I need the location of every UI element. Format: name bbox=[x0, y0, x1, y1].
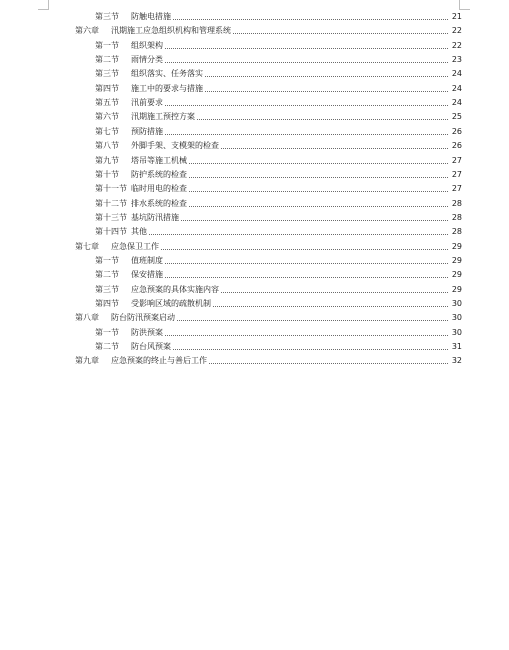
section-number: 第八节 bbox=[95, 141, 119, 151]
dot-leader bbox=[189, 197, 448, 207]
dot-leader bbox=[233, 24, 448, 34]
dot-leader bbox=[165, 125, 448, 135]
section-number: 第四节 bbox=[95, 299, 119, 308]
section-number: 第一节 bbox=[95, 327, 119, 337]
toc-chapter-entry[interactable] bbox=[75, 354, 462, 368]
chapter-number: 第八章 bbox=[75, 313, 99, 323]
page-number: 29 bbox=[451, 270, 462, 280]
toc-chapter-entry[interactable] bbox=[75, 240, 462, 254]
toc-section-entry[interactable] bbox=[95, 211, 462, 225]
page-number: 26 bbox=[451, 126, 462, 136]
entry-title: 基坑防汛措施 bbox=[131, 212, 179, 222]
toc-chapter-entry[interactable] bbox=[75, 311, 462, 325]
entry-title: 汛期施工应急组织机构和管理系统 bbox=[111, 26, 231, 36]
page-number: 27 bbox=[451, 169, 462, 179]
entry-title: 雨情分类 bbox=[131, 55, 163, 65]
dot-leader bbox=[197, 110, 448, 120]
dot-leader bbox=[221, 283, 448, 293]
dot-leader bbox=[149, 225, 448, 235]
toc-section-entry[interactable] bbox=[95, 82, 462, 96]
dot-leader bbox=[189, 154, 448, 164]
page-number: 23 bbox=[451, 55, 462, 65]
section-number: 第二节 bbox=[95, 342, 119, 352]
dot-leader bbox=[173, 10, 448, 20]
section-number: 第七节 bbox=[95, 126, 119, 136]
page-number: 24 bbox=[451, 83, 462, 93]
section-number: 第十一节 bbox=[95, 184, 127, 194]
dot-leader bbox=[165, 96, 448, 106]
dot-leader bbox=[165, 268, 448, 278]
page-number: 27 bbox=[451, 184, 462, 194]
dot-leader bbox=[177, 311, 448, 321]
entry-title: 受影响区域的疏散机制 bbox=[131, 299, 211, 308]
dot-leader bbox=[165, 39, 448, 49]
dot-leader bbox=[181, 211, 448, 221]
page-number: 21 bbox=[451, 12, 462, 21]
entry-title: 临时用电的检查 bbox=[131, 184, 187, 194]
section-number: 第三节 bbox=[95, 69, 119, 79]
entry-title: 防台风预案 bbox=[131, 342, 171, 352]
section-number: 第二节 bbox=[95, 55, 119, 65]
page-number: 31 bbox=[451, 342, 462, 352]
page-number: 29 bbox=[451, 284, 462, 294]
dot-leader bbox=[165, 326, 448, 336]
entry-title: 汛期施工预控方案 bbox=[131, 112, 195, 122]
entry-title: 应急保卫工作 bbox=[111, 241, 159, 251]
toc-section-entry[interactable] bbox=[95, 197, 462, 211]
section-number: 第五节 bbox=[95, 98, 119, 108]
section-number: 第十四节 bbox=[95, 227, 127, 237]
section-number: 第十节 bbox=[95, 169, 119, 179]
toc-section-entry[interactable] bbox=[95, 182, 462, 196]
page-number: 27 bbox=[451, 155, 462, 165]
toc-section-entry[interactable] bbox=[95, 340, 462, 354]
entry-title: 防护系统的检查 bbox=[131, 169, 187, 179]
entry-title: 外脚手架、支模架的检查 bbox=[131, 141, 219, 151]
toc-chapter-entry[interactable] bbox=[75, 24, 462, 38]
section-number: 第九节 bbox=[95, 155, 119, 165]
dot-leader bbox=[161, 240, 448, 250]
dot-leader bbox=[221, 139, 448, 149]
dot-leader bbox=[205, 82, 448, 92]
entry-title: 塔吊等施工机械 bbox=[131, 155, 187, 165]
page-number: 24 bbox=[451, 98, 462, 108]
toc-section-entry[interactable] bbox=[95, 154, 462, 168]
toc-section-entry[interactable] bbox=[95, 283, 462, 297]
section-number: 第三节 bbox=[95, 12, 119, 21]
chapter-number: 第六章 bbox=[75, 26, 99, 36]
dot-leader bbox=[165, 254, 448, 264]
dot-leader bbox=[213, 297, 448, 307]
entry-title: 汛前要求 bbox=[131, 98, 163, 108]
section-number: 第一节 bbox=[95, 255, 119, 265]
dot-leader bbox=[209, 354, 448, 364]
entry-title: 组织架构 bbox=[131, 40, 163, 50]
toc-section-entry[interactable] bbox=[95, 125, 462, 139]
dot-leader bbox=[165, 53, 448, 63]
toc-section-entry[interactable] bbox=[95, 39, 462, 53]
section-number: 第六节 bbox=[95, 112, 119, 122]
entry-title: 应急预案的具体实施内容 bbox=[131, 284, 219, 294]
section-number: 第二节 bbox=[95, 270, 119, 280]
page-number: 26 bbox=[451, 141, 462, 151]
section-number: 第四节 bbox=[95, 83, 119, 93]
page-number: 25 bbox=[451, 112, 462, 122]
entry-title: 应急预案的终止与善后工作 bbox=[111, 356, 207, 366]
toc-section-entry[interactable] bbox=[95, 110, 462, 124]
chapter-number: 第九章 bbox=[75, 356, 99, 366]
page-number: 30 bbox=[451, 327, 462, 337]
toc-section-entry[interactable] bbox=[95, 254, 462, 268]
toc-section-entry[interactable] bbox=[95, 225, 462, 239]
toc-section-entry[interactable] bbox=[95, 53, 462, 67]
entry-title: 值班制度 bbox=[131, 255, 163, 265]
section-number: 第十三节 bbox=[95, 212, 127, 222]
page-number: 22 bbox=[451, 26, 462, 36]
entry-title: 排水系统的检查 bbox=[131, 198, 187, 208]
dot-leader bbox=[205, 67, 448, 77]
entry-title: 其他 bbox=[131, 227, 147, 237]
section-number: 第十二节 bbox=[95, 198, 127, 208]
dot-leader bbox=[173, 340, 448, 350]
chapter-number: 第七章 bbox=[75, 241, 99, 251]
toc-section-entry[interactable] bbox=[95, 67, 462, 81]
toc-section-entry[interactable] bbox=[95, 96, 462, 110]
dot-leader bbox=[189, 182, 448, 192]
toc-section-entry[interactable] bbox=[95, 326, 462, 340]
entry-title: 防台防汛预案启动 bbox=[111, 313, 175, 323]
page-corner-mark-left bbox=[38, 0, 49, 10]
entry-title: 防洪预案 bbox=[131, 327, 163, 337]
toc-section-entry[interactable] bbox=[95, 10, 462, 24]
section-number: 第一节 bbox=[95, 40, 119, 50]
page-number: 30 bbox=[451, 313, 462, 323]
entry-title: 保安措施 bbox=[131, 270, 163, 280]
entry-title: 防触电措施 bbox=[131, 12, 171, 21]
entry-title: 施工中的要求与措施 bbox=[131, 83, 203, 93]
page-corner-mark-right bbox=[459, 0, 470, 10]
entry-title: 预防措施 bbox=[131, 126, 163, 136]
entry-title: 组织落实、任务落实 bbox=[131, 69, 203, 79]
toc-section-entry[interactable] bbox=[95, 168, 462, 182]
page-number: 24 bbox=[451, 69, 462, 79]
toc-section-entry[interactable] bbox=[95, 268, 462, 282]
page-number: 28 bbox=[451, 198, 462, 208]
page-number: 32 bbox=[451, 356, 462, 366]
section-number: 第三节 bbox=[95, 284, 119, 294]
toc-section-entry[interactable] bbox=[95, 297, 462, 311]
toc-section-entry[interactable] bbox=[95, 139, 462, 153]
page-number: 28 bbox=[451, 227, 462, 237]
page-number: 29 bbox=[451, 255, 462, 265]
page-number: 22 bbox=[451, 40, 462, 50]
dot-leader bbox=[189, 168, 448, 178]
page-number: 29 bbox=[451, 241, 462, 251]
page-number: 28 bbox=[451, 212, 462, 222]
page-number: 30 bbox=[451, 299, 462, 308]
